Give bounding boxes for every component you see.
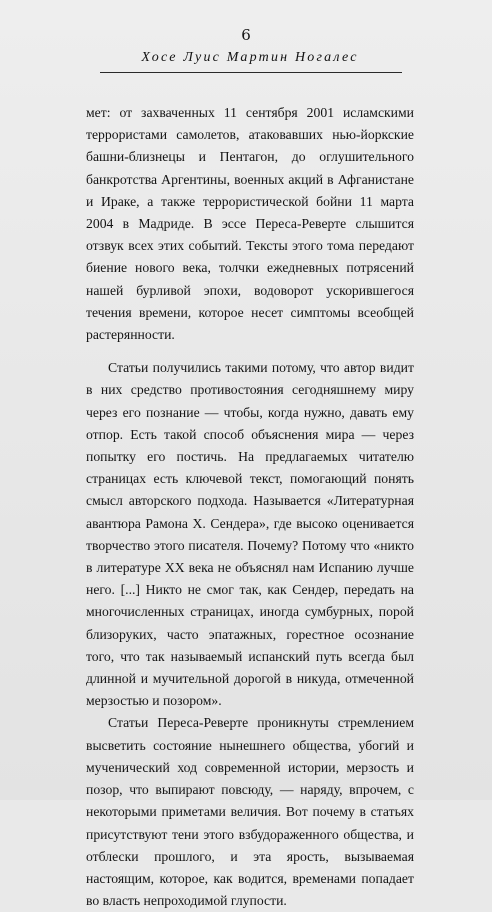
header-rule — [100, 72, 402, 73]
body-text — [86, 102, 414, 912]
paragraph: мет: от захваченных 11 сентября 2001 исламскими террористами самолетов, атаковавших нью-йоркские башни-близнецы и Пентагон, до оглушительного банкротства Аргентины, военных акций в Афганистане и Ираке, а также террористической бойни 11 марта 2004 в Мадриде. В эссе Переса-Реверте слышится отзвук всех этих событий. Тексты этого тома передают биение нового века, толчки ежедневных потрясений нашей бурливой эпохи, водоворот ускорившегося течения времени, которое несет симптомы всеобщей растерянности. — [86, 105, 414, 343]
show-through-text — [230, 698, 400, 718]
running-header: Хосе Луис Мартин Ногалес — [141, 50, 359, 65]
paragraph: Статьи Переса-Реверте проникнуты стремлением высветить состояние нынешнего общества, убогий и мученический ход современной истории, мерзость и позор, что выпирают повсюду, — наряду, впрочем, с некоторыми приметами величия. Вот почему в статьях присутствуют тени этого взбудораженного общества, и отблески прошлого, и эта ярость, вызываемая настоящим, которое, как водится, временами попадает во власть непроходимой глупости. — [86, 715, 414, 909]
page-number: 6 — [241, 26, 251, 44]
paragraph: Статьи получились такими потому, что автор видит в них средство противостояния сегодняшнему миру через его познание — чтобы, когда нужно, давать ему отпор. Есть такой способ объяснения мира — через попытку его постичь. На предлагаемых читателю страницах есть ключевой текст, помогающий понять смысл авторского подхода. Называется «Литературная авантюра Рамона Х. Сендера», где высоко оценивается творчество этого писателя. Почему? Потому что «никто в литературе XX века не объяснял нам Испанию лучше него. [...] Никто не смог так, как Сендер, передать на многочисленных страницах, иногда сумбурных, порой близоруких, часто эпатажных, горестное осознание того, что так называемый испанский путь всегда был длинной и мучительной дорогой в никуда, отмеченной мерзостью и позором». — [86, 360, 414, 709]
